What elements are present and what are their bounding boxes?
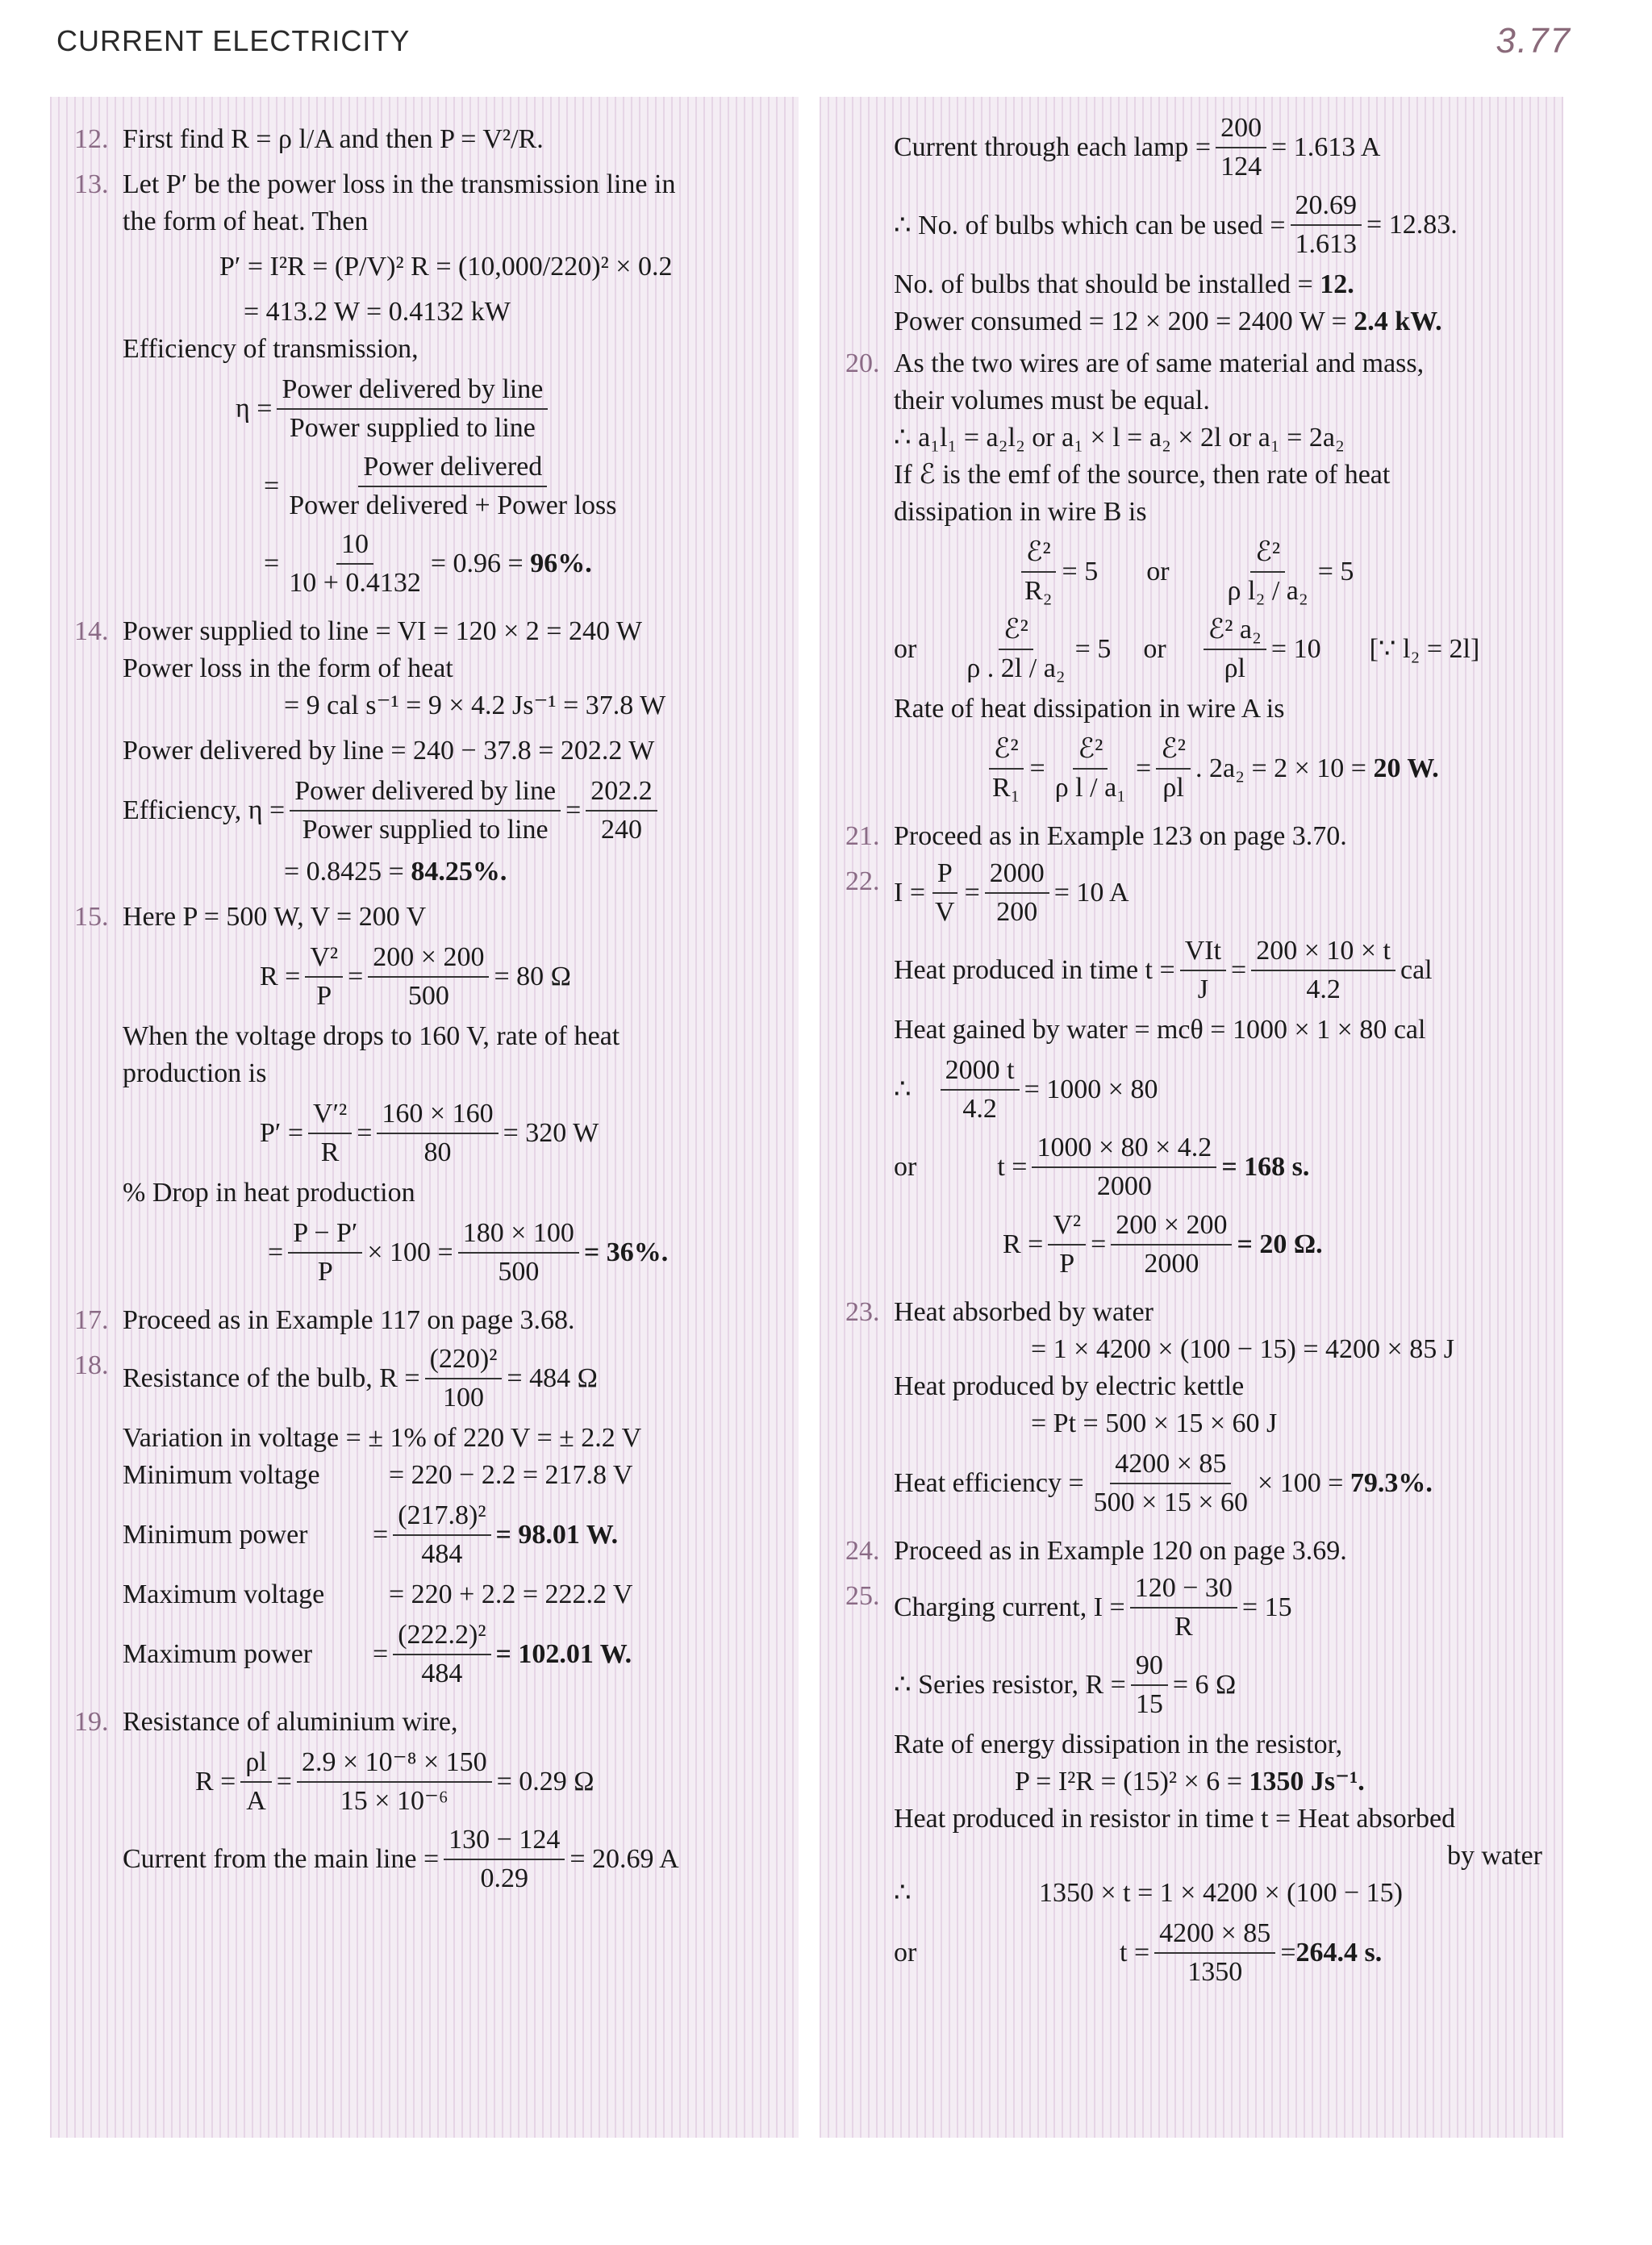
label: Maximum power	[123, 1639, 313, 1669]
numerator: 160 × 160	[377, 1097, 498, 1134]
equation	[894, 189, 1547, 261]
solution-text: First find R = ρ l/A and then P = V²/R.	[123, 124, 544, 154]
solution-text: Let P′ be the power loss in the transmission line in	[123, 169, 676, 199]
numerator: ℰ²	[1021, 536, 1056, 573]
denominator: 15	[1135, 1689, 1163, 1719]
therefore-symbol: ∴	[894, 1878, 912, 1908]
equation: 1350 × t = 1 × 4200 × (100 − 15)	[1039, 1878, 1403, 1908]
solution-text: Power supplied to line = VI = 120 × 2 = 240 W	[123, 616, 642, 646]
equation: = $\frac{\text{Power delivered}}{\text{Power delivered + Power loss}}$	[123, 450, 784, 523]
label: ∴ Series resistor, R =	[894, 1670, 1126, 1700]
unit: cal	[1400, 955, 1433, 985]
equation: $\frac{\text{ℰ²}}{\text{R₁}}$ = $\frac{\text{ℰ²}}{\text{ρ l / a₁}}$ = $\frac{\text{ℰ²}}{\rho l}$ . 2a₂ = 2 × 10 = 20 W.	[894, 732, 1547, 805]
solution-text: Rate of energy dissipation in the resistor,	[894, 1730, 1343, 1759]
question-number: 21.	[845, 821, 880, 851]
equation: = 9 cal s⁻¹ = 9 × 4.2 Js⁻¹ = 37.8 W	[284, 691, 666, 720]
answer: 79.3%.	[1350, 1468, 1433, 1498]
solution-25	[845, 1573, 1547, 1994]
solution-14	[74, 613, 784, 891]
numerator: V′²	[308, 1097, 352, 1134]
numerator: (222.2)²	[393, 1618, 490, 1655]
label: Minimum power	[123, 1520, 308, 1550]
numerator: 20.69	[1291, 189, 1362, 226]
solution-text: Proceed as in Example 117 on page 3.68.	[123, 1305, 575, 1335]
solution-text: by water	[1446, 1841, 1542, 1871]
conjunction: or	[894, 1152, 917, 1182]
solution-text: Power consumed = 12 × 200 = 2400 W =	[894, 307, 1347, 336]
denominator: 484	[421, 1659, 463, 1688]
label: Minimum voltage	[123, 1460, 320, 1490]
right-column	[820, 97, 1563, 2138]
numerator: 200 × 10 × t	[1251, 934, 1395, 971]
denominator: R	[1174, 1612, 1193, 1642]
result: = 0.96 =	[430, 549, 524, 578]
numerator: Power delivered by line	[290, 774, 561, 812]
denominator: ρ l / a₁	[1054, 773, 1127, 803]
denominator: Power delivered + Power loss	[289, 490, 617, 520]
result: = 5	[1317, 557, 1354, 586]
operator: × 100 =	[1258, 1468, 1344, 1498]
numerator: 1000 × 80 × 4.2	[1032, 1131, 1216, 1168]
numerator: 4200 × 85	[1154, 1917, 1275, 1954]
numerator: 2000 t	[941, 1054, 1020, 1091]
equation: η = $\frac{\text{Power delivered by line}}{\text{Power supplied to line}}$	[123, 373, 784, 445]
denominator: 15 × 10⁻⁶	[340, 1786, 448, 1816]
denominator: 2000	[1144, 1249, 1199, 1279]
solution-text: Here P = 500 W, V = 200 V	[123, 902, 427, 932]
result: = 1.613 A	[1271, 132, 1381, 162]
answer: 96%.	[530, 549, 592, 578]
denominator: 1.613	[1295, 229, 1358, 259]
solution-18	[74, 1344, 784, 1696]
equation	[894, 1917, 1547, 1989]
question-number: 25.	[845, 1581, 880, 1611]
denominator: P	[316, 981, 332, 1011]
numerator: 200 × 200	[368, 941, 489, 978]
solution-text: Proceed as in Example 120 on page 3.69.	[894, 1536, 1347, 1566]
answer: 2.4 kW.	[1354, 307, 1442, 336]
equation: Maximum power = $\frac{\text{(222.2)²}}{484}$ = 102.01 W.	[123, 1618, 784, 1691]
numerator: P − P′	[288, 1216, 362, 1254]
label: I =	[894, 878, 925, 908]
equation: R = $\frac{\text{V²}}{P}$ = $\frac{200 \times 200}{2000}$ = 20 Ω.	[894, 1208, 1547, 1281]
solution-text: Proceed as in Example 123 on page 3.70.	[894, 821, 1347, 851]
question-number: 17.	[74, 1305, 109, 1335]
denominator: 0.29	[480, 1863, 528, 1893]
equation: I = $\frac{P}{V}$ = $\frac{2000}{200}$ = 10 A	[894, 857, 1547, 929]
answer: 1350 Js⁻¹.	[1249, 1767, 1365, 1796]
equation: = 1 × 4200 × (100 − 15) = 4200 × 85 J	[1031, 1334, 1454, 1364]
equation: = 220 + 2.2 = 222.2 V	[389, 1579, 633, 1609]
question-number: 18.	[74, 1350, 109, 1380]
denominator: 2000	[1096, 1171, 1152, 1201]
solution-text: When the voltage drops to 160 V, rate of heat	[123, 1021, 620, 1051]
numerator: ℰ² a₂	[1204, 613, 1266, 650]
numerator: ℰ²	[999, 613, 1033, 650]
operator: =	[1280, 1938, 1296, 1968]
denominator: 4.2	[1306, 974, 1341, 1004]
equation: P = I²R = (15)² × 6 =	[1015, 1767, 1242, 1796]
denominator: 200	[996, 897, 1038, 927]
question-number: 13.	[74, 169, 109, 199]
numerator: V²	[1048, 1208, 1086, 1246]
numerator: 200 × 200	[1111, 1208, 1232, 1246]
numerator: 10	[336, 528, 373, 565]
numerator: (220)²	[425, 1342, 503, 1379]
label: ∴ No. of bulbs which can be used =	[894, 211, 1286, 240]
solution-17	[74, 1302, 784, 1339]
denominator: 10 + 0.4132	[289, 568, 421, 598]
question-number: 24.	[845, 1536, 880, 1566]
numerator: 2000	[985, 857, 1049, 894]
denominator: R₂	[1024, 576, 1053, 606]
numerator: 202.2	[586, 774, 657, 812]
solution-text: the form of heat. Then	[123, 207, 369, 236]
answer: = 98.01 W.	[495, 1520, 619, 1550]
result: = 6 Ω	[1172, 1670, 1237, 1700]
numerator: ℰ²	[989, 732, 1024, 770]
solution-19-continued	[845, 111, 1547, 340]
equation	[894, 1649, 1547, 1721]
numerator: 120 − 30	[1130, 1571, 1237, 1609]
numerator: ℰ²	[1073, 732, 1108, 770]
equation	[894, 1571, 1547, 1644]
left-column	[50, 97, 799, 2138]
solution-text: Heat produced by electric kettle	[894, 1371, 1245, 1401]
solution-23	[845, 1294, 1547, 1525]
result: = 5	[1062, 557, 1099, 586]
denominator: V	[935, 897, 955, 927]
equation	[894, 111, 1547, 184]
answer: = 168 s.	[1221, 1152, 1310, 1182]
numerator: 180 × 100	[458, 1216, 579, 1254]
equation	[894, 1447, 1547, 1520]
equation	[894, 1054, 1547, 1126]
answer: 264.4 s.	[1295, 1938, 1383, 1968]
solution-text: their volumes must be equal.	[894, 386, 1210, 415]
equation: R = $\frac{\rho l}{A}$ = $\frac{\text{2.9 × 10⁻⁸ × 150}}{\text{15 × 10⁻⁶}}$ = 0.29 Ω	[123, 1746, 784, 1818]
label: t =	[1120, 1938, 1150, 1968]
equation: = 220 − 2.2 = 217.8 V	[389, 1460, 633, 1490]
question-number: 19.	[74, 1707, 109, 1737]
label: Maximum voltage	[123, 1579, 325, 1609]
question-number: 14.	[74, 616, 109, 646]
numerator: Power delivered	[358, 450, 547, 487]
solution-21	[845, 818, 1547, 855]
label: Heat efficiency =	[894, 1468, 1084, 1498]
denominator: ρl	[1162, 773, 1184, 803]
equation: = $\frac{P - P'}{P}$ × 100 = $\frac{180 \times 100}{500}$ = 36%.	[123, 1216, 784, 1289]
note: [∵ l₂ = 2l]	[1369, 634, 1480, 664]
solution-text: If ℰ is the emf of the source, then rate of heat	[894, 460, 1391, 490]
denominator: J	[1197, 974, 1208, 1004]
solution-text: Heat gained by water = mcθ = 1000 × 1 × 80 cal	[894, 1015, 1426, 1045]
answer: 20 W.	[1373, 753, 1439, 783]
equation: Efficiency, η = $\frac{\text{Power delivered by line}}{\text{Power supplied to line}}$ = $\frac{202.2}{240}$	[123, 774, 784, 847]
numerator: V²	[305, 941, 343, 978]
denominator: Power supplied to line	[302, 815, 549, 845]
equation: Minimum power = $\frac{\text{(217.8)²}}{484}$ = 98.01 W.	[123, 1499, 784, 1571]
denominator: 484	[421, 1539, 463, 1569]
denominator: P	[317, 1257, 333, 1287]
result: = 0.29 Ω	[496, 1767, 594, 1796]
solution-13	[74, 166, 784, 605]
equation: . 2a₂ = 2 × 10 =	[1195, 753, 1366, 783]
denominator: 500 × 15 × 60	[1093, 1488, 1249, 1517]
chapter-title: CURRENT ELECTRICITY	[56, 24, 411, 57]
page-number: 3.77	[1496, 21, 1571, 61]
denominator: R₁	[992, 773, 1020, 803]
solution-19	[74, 1704, 784, 1901]
equation: = 0.8425 =	[284, 857, 404, 887]
solution-22	[845, 858, 1547, 1286]
label: Heat produced in time t =	[894, 955, 1175, 985]
conjunction: or	[894, 1938, 917, 1968]
denominator: ρl	[1224, 653, 1245, 683]
solution-text: Heat absorbed by water	[894, 1297, 1153, 1327]
result: = 484 Ω	[507, 1363, 598, 1393]
equation: = $\frac{10}{10 + 0.4132}$ = 0.96 = 96%.	[123, 528, 784, 600]
solution-text: Resistance of aluminium wire,	[123, 1707, 458, 1737]
answer: 84.25%.	[411, 857, 507, 887]
solution-15	[74, 899, 784, 1294]
equation: Heat produced in time t = $\frac{\text{VIt}}{J}$ = $\frac{200 \times 10 \times t}{4.2}$ cal	[894, 934, 1547, 1007]
equation	[123, 1342, 784, 1415]
result: = 15	[1241, 1592, 1292, 1622]
answer: 12.	[1320, 269, 1354, 299]
denominator: 100	[442, 1383, 484, 1413]
result: = 10 A	[1053, 878, 1129, 908]
solution-text: Power delivered by line = 240 − 37.8 = 202.2 W	[123, 736, 655, 766]
label: R =	[1003, 1229, 1044, 1259]
denominator: ρ . 2l / a₂	[966, 653, 1066, 683]
label: Resistance of the bulb, R =	[123, 1363, 420, 1393]
numerator: 90	[1131, 1649, 1168, 1686]
solution-text: dissipation in wire B is	[894, 497, 1147, 527]
equation: R = $\frac{\text{V²}}{P}$ = $\frac{200 \times 200}{500}$ = 80 Ω	[123, 941, 784, 1013]
numerator: 130 − 124	[444, 1823, 565, 1860]
numerator: ρl	[240, 1746, 271, 1783]
solution-12	[74, 121, 784, 158]
result: = 20.69 A	[569, 1844, 679, 1874]
denominator: 240	[601, 815, 643, 845]
label: t =	[997, 1152, 1028, 1182]
conjunction: or	[1143, 634, 1166, 664]
numerator: ℰ²	[1250, 536, 1285, 573]
result: = 5	[1074, 634, 1112, 664]
numerator: P	[932, 857, 957, 894]
result: = 80 Ω	[494, 962, 571, 991]
result: = 10	[1270, 634, 1321, 664]
result: = 12.83.	[1366, 210, 1458, 240]
question-number: 20.	[845, 348, 880, 378]
denominator: 500	[407, 981, 449, 1011]
equation	[894, 613, 1547, 686]
denominator: A	[246, 1786, 266, 1816]
numerator: 4200 × 85	[1110, 1447, 1231, 1484]
answer: = 20 Ω.	[1237, 1229, 1323, 1259]
denominator: P	[1059, 1249, 1075, 1279]
result: = 320 W	[503, 1118, 599, 1148]
solution-text: As the two wires are of same material and mass,	[894, 348, 1425, 378]
solution-text: Heat produced in resistor in time t = Heat absorbed	[894, 1804, 1456, 1834]
question-number: 12.	[74, 124, 109, 154]
denominator: Power supplied to line	[289, 413, 536, 443]
denominator: ρ l₂ / a₂	[1227, 576, 1308, 606]
denominator: 4.2	[962, 1094, 997, 1124]
equation: ∴ a₁l₁ = a₂l₂ or a₁ × l = a₂ × 2l or a₁ = 2a₂	[894, 423, 1345, 453]
therefore-symbol: ∴	[894, 1075, 912, 1104]
solution-text: Variation in voltage = ± 1% of 220 V = ± 2.2 V	[123, 1423, 642, 1453]
label: Current through each lamp =	[894, 132, 1212, 162]
answer: = 36%.	[583, 1237, 669, 1267]
label: Current from the main line =	[123, 1844, 440, 1874]
equation	[894, 1131, 1547, 1204]
label: Charging current, I =	[894, 1592, 1125, 1622]
numerator: Power delivered by line	[277, 373, 548, 410]
conjunction: or	[1146, 557, 1170, 586]
solution-text: Efficiency of transmission,	[123, 334, 419, 364]
numerator: 200	[1216, 111, 1266, 148]
equation: P′ = I²R = (P/V)² R = (10,000/220)² × 0.2	[219, 252, 673, 282]
numerator: ℰ²	[1156, 732, 1191, 770]
question-number: 22.	[845, 866, 880, 896]
equation	[123, 1823, 784, 1896]
result: = 1000 × 80	[1024, 1075, 1158, 1104]
solution-text: % Drop in heat production	[123, 1178, 415, 1208]
denominator: 1350	[1187, 1957, 1243, 1987]
operator: × 100 =	[367, 1237, 453, 1267]
solution-text: Rate of heat dissipation in wire A is	[894, 694, 1285, 724]
equation: P′ = $\frac{\text{V′²}}{R}$ = $\frac{160 \times 160}{80}$ = 320 W	[123, 1097, 784, 1170]
equation: = Pt = 500 × 15 × 60 J	[1031, 1408, 1278, 1438]
equation	[894, 536, 1547, 608]
solution-20	[845, 345, 1547, 810]
solution-24	[845, 1533, 1547, 1570]
denominator: 80	[423, 1137, 452, 1167]
answer: = 102.01 W.	[495, 1639, 632, 1669]
conjunction: or	[894, 634, 917, 664]
label: Efficiency, η =	[123, 795, 286, 825]
numerator: (217.8)²	[393, 1499, 490, 1536]
denominator: 500	[498, 1257, 540, 1287]
solution-text: production is	[123, 1058, 267, 1088]
numerator: 2.9 × 10⁻⁸ × 150	[297, 1746, 492, 1783]
solution-text: No. of bulbs that should be installed =	[894, 269, 1313, 299]
solution-text: Power loss in the form of heat	[123, 653, 453, 683]
denominator: 124	[1220, 152, 1262, 182]
denominator: R	[320, 1137, 340, 1167]
equation: = 413.2 W = 0.4132 kW	[244, 297, 511, 327]
numerator: VIt	[1180, 934, 1226, 971]
question-number: 23.	[845, 1297, 880, 1327]
question-number: 15.	[74, 902, 109, 932]
